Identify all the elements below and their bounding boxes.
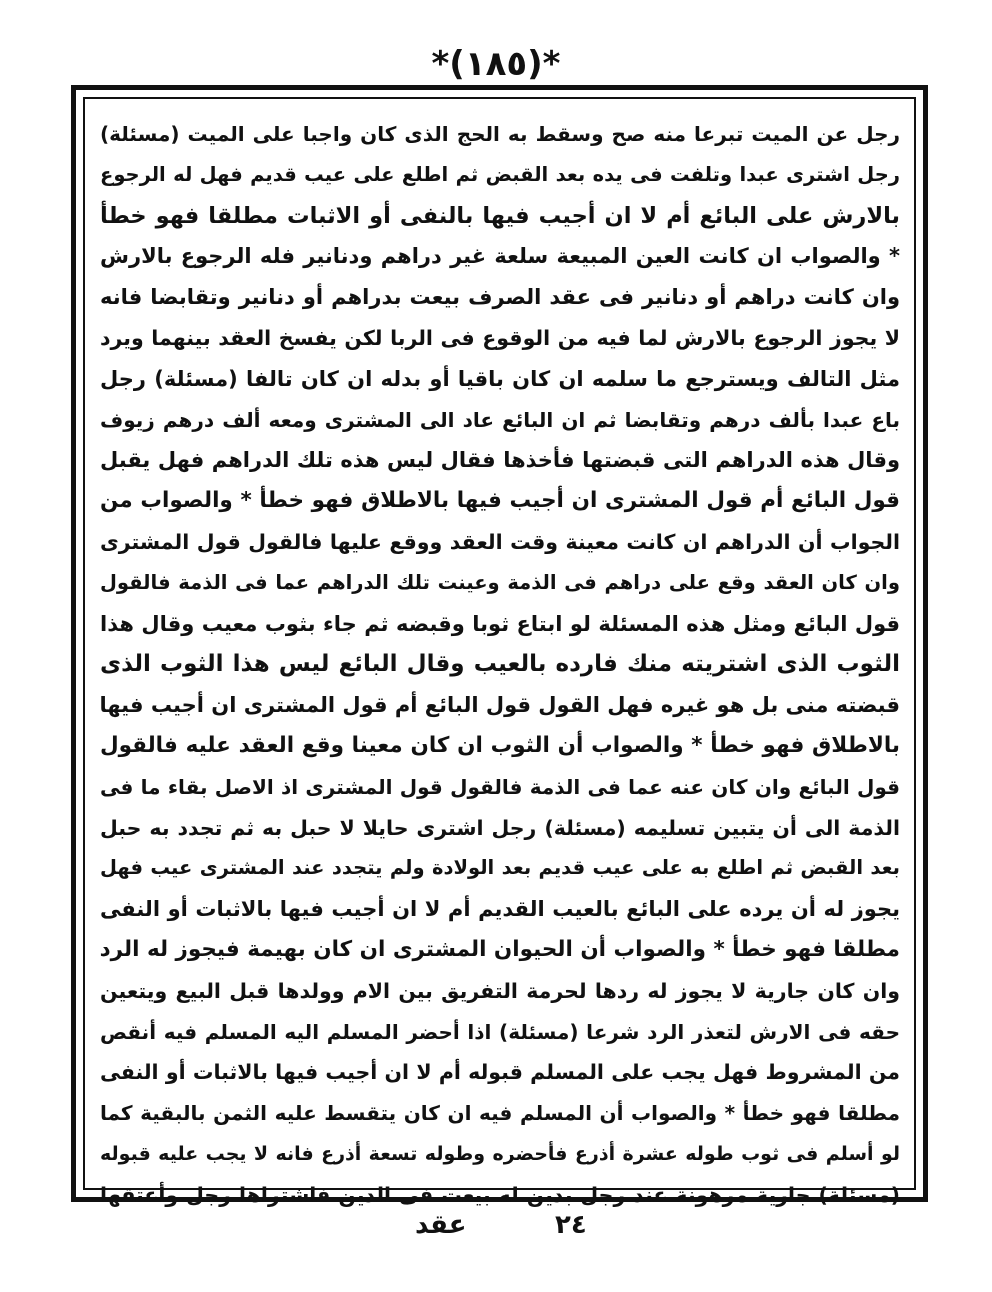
text-line: رجل اشترى عبدا وتلفت فى يده بعد القبض ثم اطلع على عيب قديم فهل له الرجوع [100, 162, 900, 186]
page-footer [0, 1210, 992, 1250]
text-line: رجل عن الميت تبرعا منه صح وسقط به الحج الذى كان واجبا على الميت (مسئلة) [100, 122, 900, 146]
text-body [99, 114, 900, 1207]
text-line: بعد القبض ثم اطلع به على عيب قديم بعد الولادة ولم يتجدد عند المشترى عيب فهل [100, 856, 900, 880]
text-line: يجوز له أن يرده على البائع بالعيب القديم أم لا ان أجيب فيها بالاثبات أو النفى [100, 897, 900, 922]
text-line: من المشروط فهل يجب على المسلم قبوله أم لا ان أجيب فيها بالاثبات أو النفى [100, 1060, 900, 1085]
text-line: وان كان جارية لا يجوز له ردها لحرمة التفريق بين الام وولدها قبل البيع ويتعين [100, 978, 900, 1003]
page-number: *(١٨٥)* [431, 44, 561, 84]
text-line: الثوب الذى اشتريته منك فارده بالعيب وقال البائع ليس هذا الثوب الذى [100, 651, 900, 678]
text-line: قبضته منى بل هو غيره فهل القول قول البائع أم قول المشترى ان أجيب فيها [99, 693, 900, 718]
text-line: مطلقا فهو خطأ * والصواب أن المسلم فيه ان كان يتقسط عليه الثمن بالبقية كما [100, 1101, 900, 1126]
text-line: حقه فى الارش لتعذر الرد شرعا (مسئلة) اذا أحضر المسلم اليه المسلم فيه أنقص [100, 1019, 900, 1044]
text-line: بالارش على البائع أم لا ان أجيب فيها بالنفى أو الاثبات مطلقا فهو خطأ [100, 202, 900, 229]
text-line: الذمة الى أن يتبين تسليمه (مسئلة) رجل اشترى حايلا لا حبل به ثم تجدد به حبل [100, 815, 900, 840]
text-line: لو أسلم فى ثوب طوله عشرة أذرع فأحضره وطوله تسعة أذرع فانه لا يجب عليه قبوله [100, 1142, 900, 1165]
text-line: الجواب أن الدراهم ان كانت معينة وقت العقد ووقع عليها فالقول قول المشترى [100, 529, 900, 554]
text-line: باع عبدا بألف درهم وتقابضا ثم ان البائع عاد الى المشترى ومعه ألف درهم زيوف [100, 407, 900, 432]
text-line: لا يجوز الرجوع بالارش لما فيه من الوقوع فى الربا لكن يفسخ العقد بينهما ويرد [100, 325, 900, 350]
text-line: وقال هذه الدراهم التى قبضتها فأخذها فقال ليس هذه تلك الدراهم فهل يقبل [100, 448, 900, 473]
text-line: قول البائع وان كان عنه عما فى الذمة فالقول قول المشترى اذ الاصل بقاء ما فى [100, 774, 900, 799]
text-line: بالاطلاق فهو خطأ * والصواب أن الثوب ان كان معينا وقع العقد عليه فالقول [100, 732, 900, 758]
text-line: مثل التالف ويسترجع ما سلمه ان كان باقيا أو بدله ان كان تالفا (مسئلة) رجل [100, 366, 900, 391]
text-line: (مسئلة) جارية مرهونة عند رجل بدين له بيعت فى الدين فاشتراها رجل وأعتقها [100, 1182, 900, 1207]
text-line: مطلقا فهو خطأ * والصواب أن الحيوان المشترى ان كان بهيمة فيجوز له الرد [99, 936, 900, 962]
catchword: عقد [415, 1210, 467, 1240]
text-line: قول البائع ومثل هذه المسئلة لو ابتاع ثوبا وقبضه ثم جاء بثوب معيب وقال هذا [100, 611, 900, 636]
text-line: وان كانت دراهم أو دنانير فى عقد الصرف بيعت بدراهم أو دنانير وتقابضا فانه [100, 285, 900, 310]
signature-mark: ٢٤ [555, 1210, 587, 1240]
text-line: * والصواب ان كانت العين المبيعة سلعة غير دراهم ودنانير فله الرجوع بالارش [100, 244, 900, 269]
text-line: وان كان العقد وقع على دراهم فى الذمة وعينت تلك الدراهم عما فى الذمة فالقول [100, 570, 900, 594]
text-line: قول البائع أم قول المشترى ان أجيب فيها بالاطلاق فهو خطأ * والصواب من [100, 488, 900, 514]
